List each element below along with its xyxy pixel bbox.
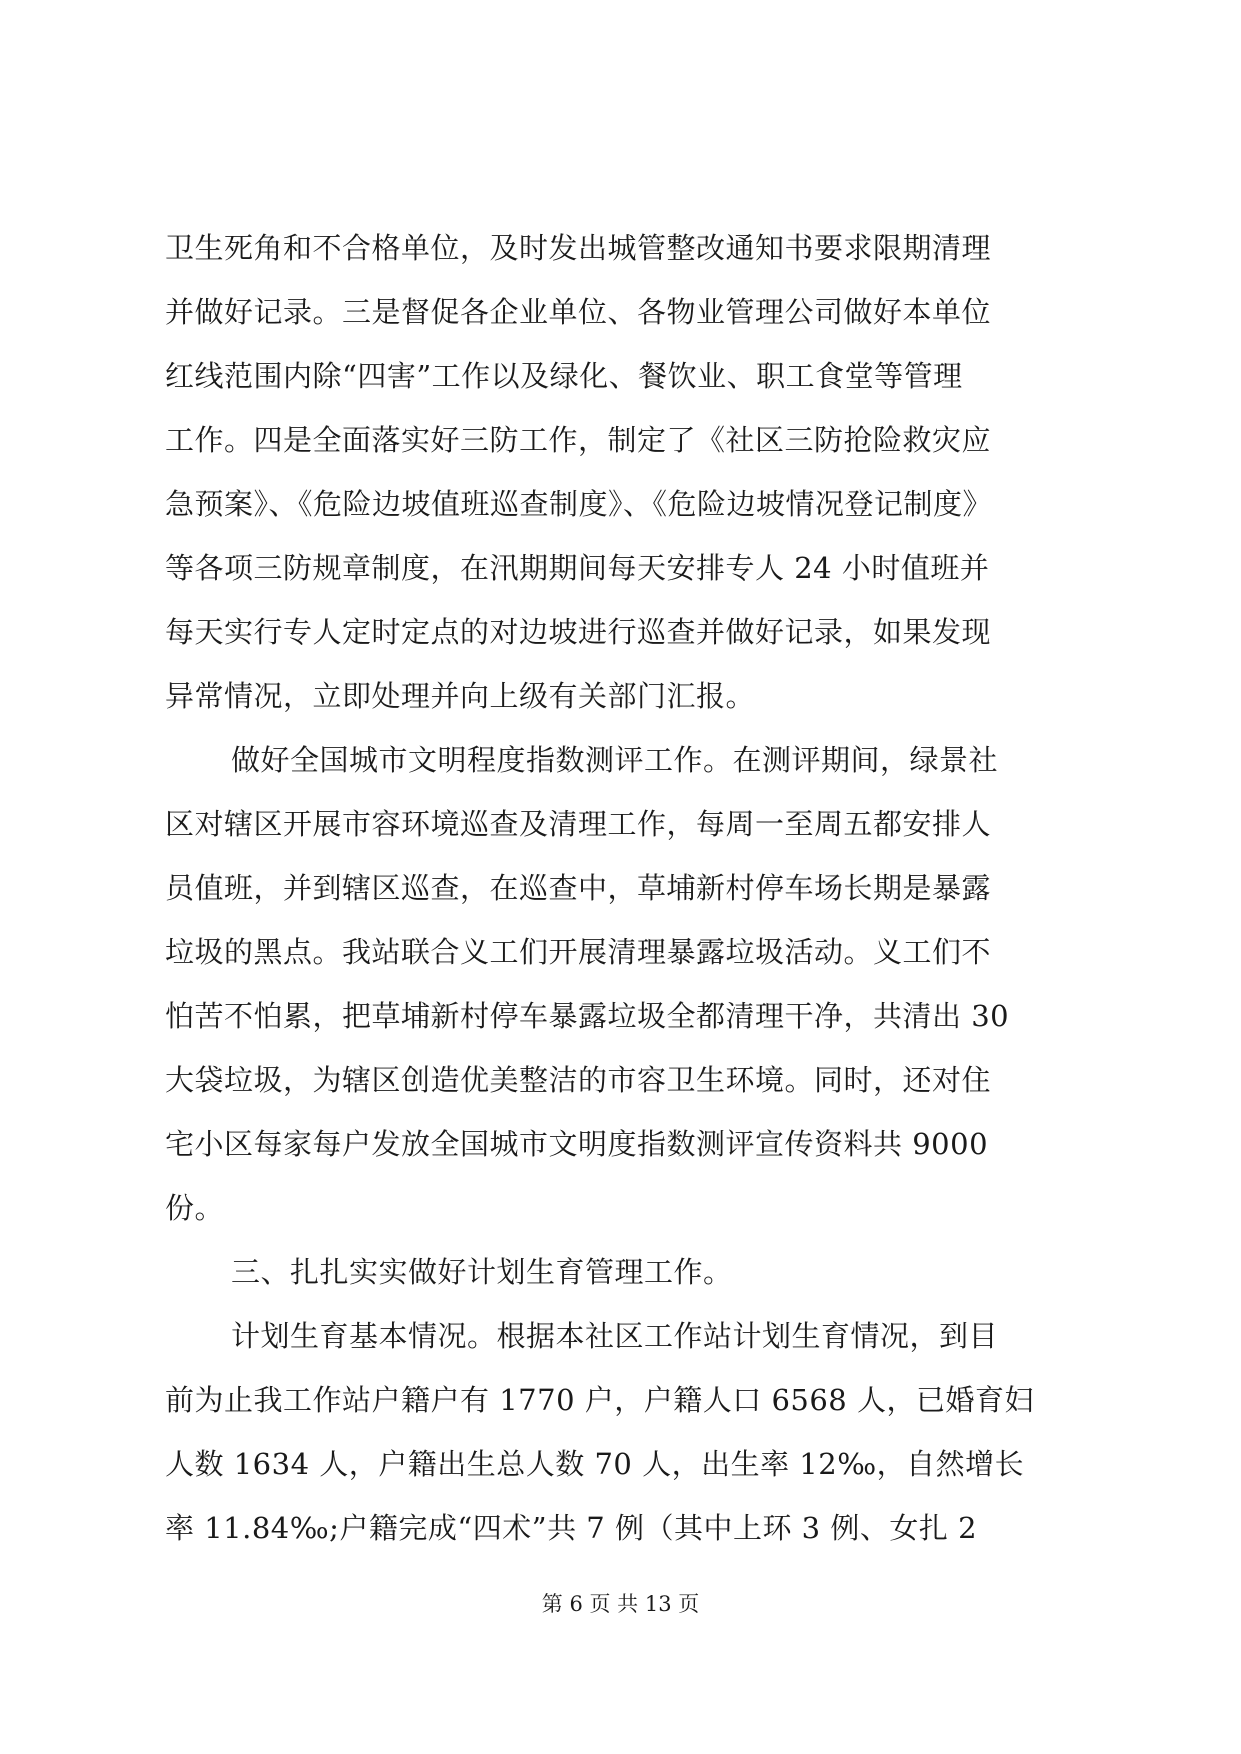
body-line: 等各项三防规章制度，在汛期期间每天安排专人 24 小时值班并 <box>165 551 990 585</box>
section-heading: 三、扎扎实实做好计划生育管理工作。 <box>231 1255 733 1289</box>
body-line: 人数 1634 人，户籍出生总人数 70 人，出生率 12‰，自然增长 <box>165 1447 1025 1481</box>
body-line: 异常情况，立即处理并向上级有关部门汇报。 <box>165 679 756 713</box>
body-line: 急预案》、《危险边坡值班巡查制度》、《危险边坡情况登记制度》 <box>165 487 993 521</box>
body-line: 份。 <box>165 1191 225 1225</box>
body-line: 大袋垃圾，为辖区创造优美整洁的市容卫生环境。同时，还对住 <box>165 1063 992 1097</box>
paragraph-start-line: 做好全国城市文明程度指数测评工作。在测评期间，绿景社 <box>231 743 999 777</box>
document-body <box>165 228 1085 1572</box>
paragraph-start-line: 计划生育基本情况。根据本社区工作站计划生育情况，到目 <box>231 1319 999 1353</box>
body-line: 工作。四是全面落实好三防工作，制定了《社区三防抢险救灾应 <box>165 423 992 457</box>
body-line: 员值班，并到辖区巡查，在巡查中，草埔新村停车场长期是暴露 <box>165 871 992 905</box>
body-line: 卫生死角和不合格单位，及时发出城管整改通知书要求限期清理 <box>165 231 992 265</box>
body-line: 怕苦不怕累，把草埔新村停车暴露垃圾全都清理干净，共清出 30 <box>165 999 1010 1033</box>
body-line: 率 11.84‰;户籍完成“四术”共 7 例（其中上环 3 例、女扎 2 <box>165 1511 978 1545</box>
body-line: 区对辖区开展市容环境巡查及清理工作，每周一至周五都安排人 <box>165 807 992 841</box>
body-line: 前为止我工作站户籍户有 1770 户，户籍人口 6568 人，已婚育妇 <box>165 1383 1034 1417</box>
body-line: 垃圾的黑点。我站联合义工们开展清理暴露垃圾活动。义工们不 <box>165 935 992 969</box>
body-line: 并做好记录。三是督促各企业单位、各物业管理公司做好本单位 <box>165 295 992 329</box>
body-line: 红线范围内除“四害”工作以及绿化、餐饮业、职工食堂等管理 <box>165 359 963 393</box>
body-line: 宅小区每家每户发放全国城市文明度指数测评宣传资料共 9000 <box>165 1127 989 1161</box>
body-line: 每天实行专人定时定点的对边坡进行巡查并做好记录，如果发现 <box>165 615 992 649</box>
page-footer: 第 6 页 共 13 页 <box>541 1592 700 1616</box>
